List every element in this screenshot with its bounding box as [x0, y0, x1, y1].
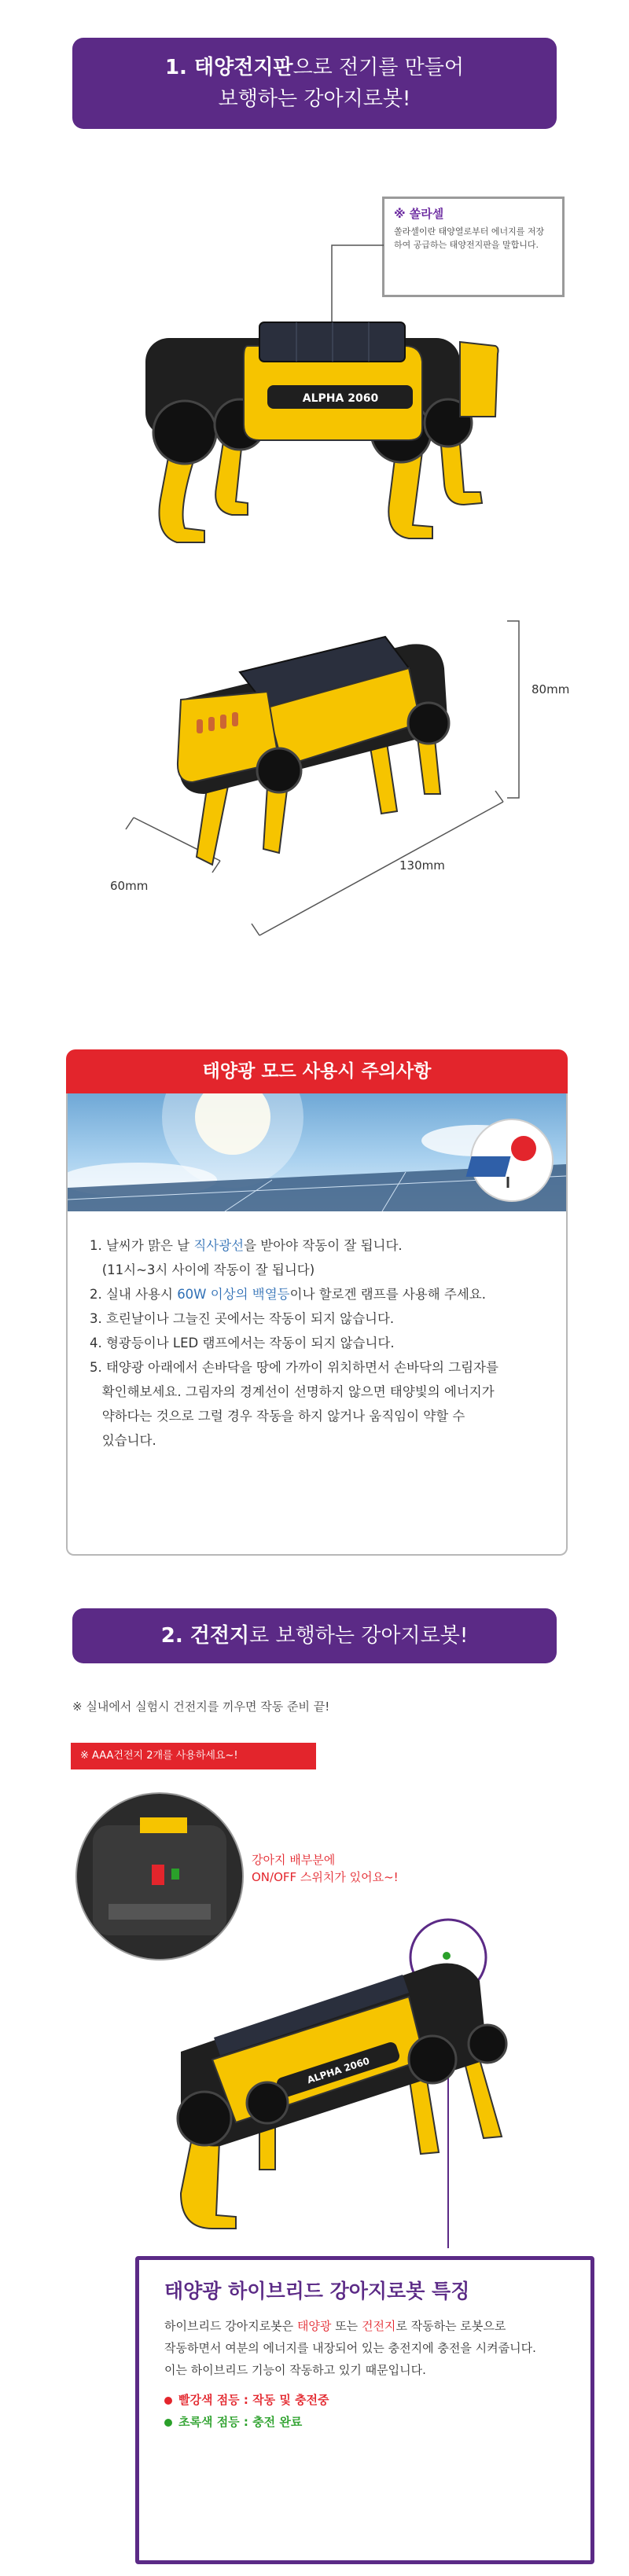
section1-banner	[72, 38, 557, 129]
robot-label-bottom: ALPHA 2060	[305, 2055, 371, 2086]
robot-dog-image-dimensions	[110, 605, 535, 975]
dimension-length: 130mm	[399, 858, 445, 873]
section1-title-line2: 보행하는 강아지로봇!	[218, 87, 411, 111]
solar-sky-image	[68, 1093, 566, 1211]
section2-title: 2. 건전지로 보행하는 강아지로봇!	[160, 1624, 469, 1648]
notice-list	[90, 1233, 554, 1453]
sky-illustration	[68, 1093, 566, 1211]
hybrid-feature-box	[135, 2256, 594, 2564]
callout-description: 쏠라셀이란 태양열로부터 에너지를 저장하여 공급하는 태양전지판을 말합니다.	[394, 226, 545, 250]
robot-dog-image-bottom	[149, 1918, 543, 2248]
led-legend	[164, 2389, 590, 2433]
battery-warning: ※ AAA건전지 2개를 사용하세요~!	[71, 1743, 316, 1769]
switch-note: 강아지 배부분에 ON/OFF 스위치가 있어요~!	[252, 1853, 399, 1884]
notice-item: 5. 태양광 아래에서 손바닥을 땅에 가까이 위치하면서 손바닥의 그림자를	[90, 1360, 498, 1375]
notice-item: 4. 형광등이나 LED 램프에서는 작동이 되지 않습니다.	[90, 1336, 395, 1350]
callout-title: ※ 쏠라셀	[394, 207, 444, 221]
red-dot-icon	[164, 2397, 172, 2405]
notice-item: 있습니다.	[90, 1433, 156, 1448]
notice-item: 2. 실내 사용시 60W 이상의 백열등이나 할로겐 램프를 사용해 주세요.	[90, 1287, 486, 1302]
notice-item: 3. 흐린날이나 그늘진 곳에서는 작동이 되지 않습니다.	[90, 1311, 395, 1326]
notice-item: 약하다는 것으로 그럴 경우 작동을 하지 않거나 움직임이 약할 수	[90, 1409, 465, 1424]
legend-green: 초록색 점등 : 충전 완료	[164, 2411, 590, 2433]
notice-item: 1. 날씨가 맑은 날 직사광선을 받아야 작동이 잘 됩니다.	[90, 1238, 403, 1253]
notice-panel	[66, 1093, 568, 1556]
notice-item: (11시~3시 사이에 작동이 잘 됩니다)	[90, 1262, 315, 1277]
notice-title: 태양광 모드 사용시 주의사항	[66, 1049, 568, 1093]
section1-title-line1: 1. 태양전지판으로 전기를 만들어	[164, 56, 465, 79]
solar-cell-callout	[382, 197, 565, 297]
legend-red: 빨강색 점등 : 작동 및 충전중	[164, 2389, 590, 2411]
battery-note: ※ 실내에서 실험시 건전지를 끼우면 작동 준비 끝!	[72, 1700, 330, 1714]
robot-dog-image-top	[130, 299, 499, 558]
feature-description: 하이브리드 강아지로봇은 태양광 또는 건전지로 작동하는 로봇으로 작동하면서 여분의 에너지를 내장되어 있는 충전지에 충전을 시켜줍니다. 이는 하이브리드 기능이 작동하고 있기 때문입니다.	[164, 2319, 536, 2377]
robot-label: ALPHA 2060	[302, 392, 379, 405]
green-dot-icon	[164, 2419, 172, 2427]
feature-title: 태양광 하이브리드 강아지로봇 특징	[164, 2280, 470, 2302]
section2-banner	[72, 1608, 557, 1663]
notice-item: 확인해보세요. 그림자의 경계선이 선명하지 않으면 태양빛의 에너지가	[90, 1384, 495, 1399]
dimension-width: 60mm	[110, 879, 149, 893]
dimension-height: 80mm	[532, 682, 570, 696]
